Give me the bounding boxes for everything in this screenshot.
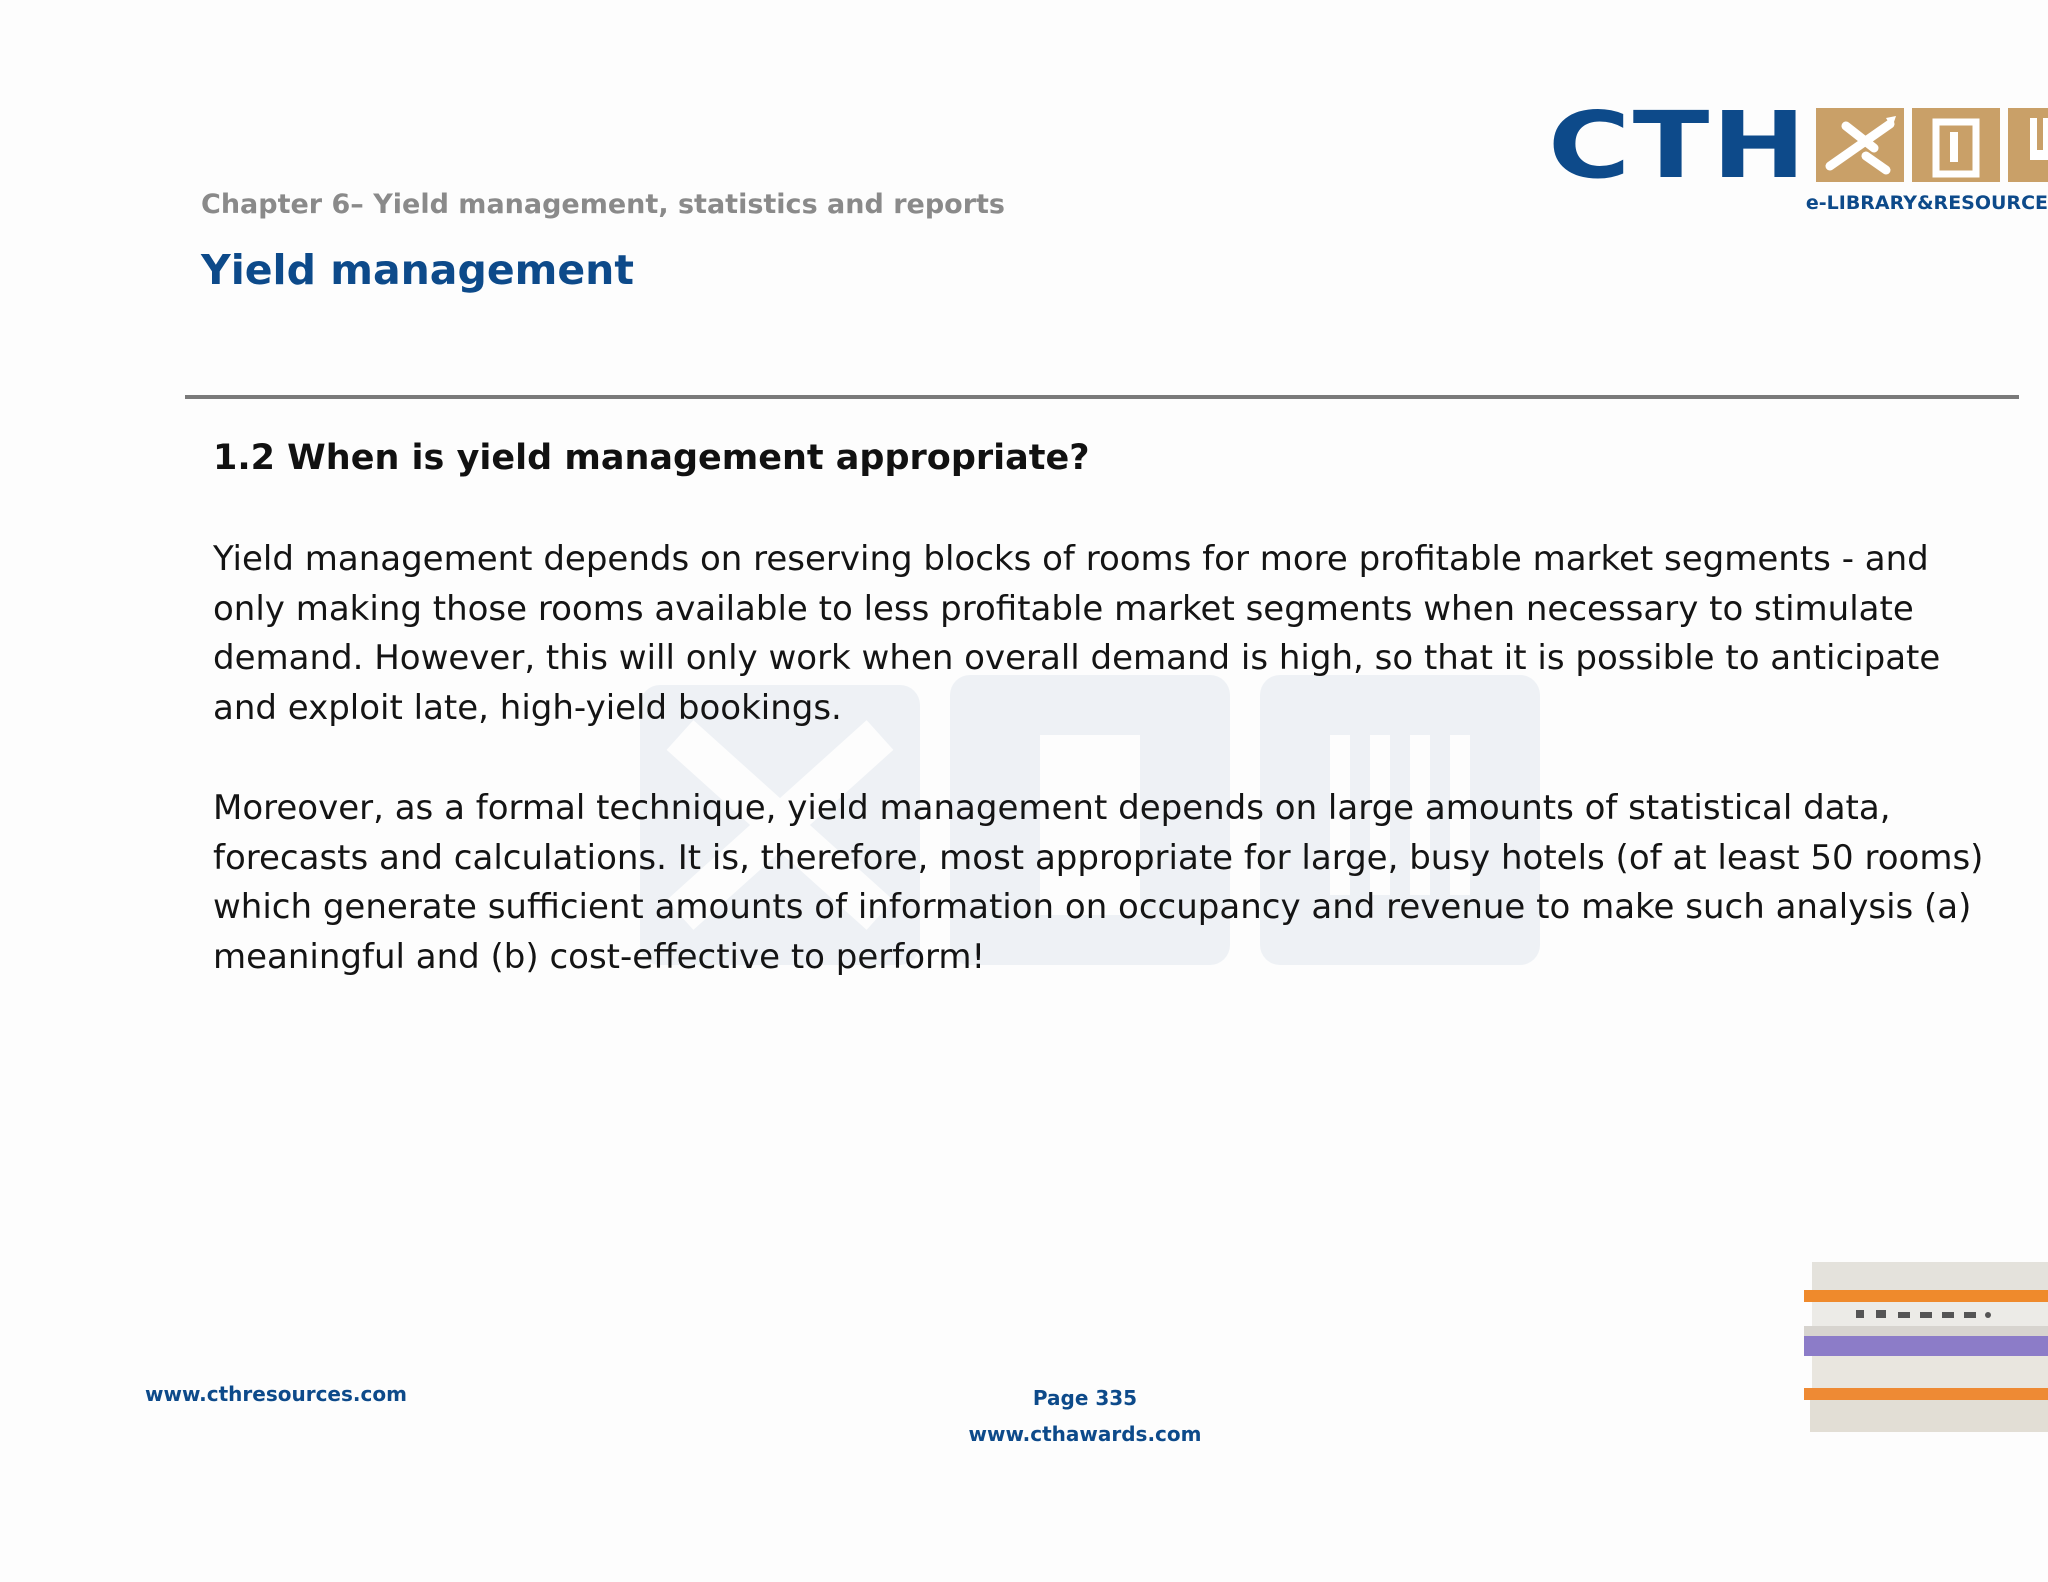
books-stack-image: [1800, 1262, 2048, 1432]
logo-letters: CTH: [1548, 92, 1809, 199]
footer-awards-link[interactable]: www.cthawards.com: [968, 1422, 1202, 1446]
airplane-icon: [1816, 108, 1904, 182]
paragraph-2: Moreover, as a formal technique, yield management depends on large amounts of statistical data, forecasts and calculations. It is, therefore, most appropriate for large, busy hotels (of at least 50 rooms) which generate sufficient amounts of information on occupancy and revenue to make such analysis (a) meaningful and (b) cost-effective to perform!: [213, 788, 1984, 977]
footer-resources-link[interactable]: www.cthresources.com: [145, 1382, 407, 1406]
header-divider: [185, 395, 2019, 399]
subheading: 1.2 When is yield management appropriate?: [213, 438, 1090, 478]
paragraph-1: Yield management depends on reserving blocks of rooms for more profitable market segments - and only making those rooms available to less profitable market segments when necessary to stimulate demand. However, this will only work when overall demand is high, so that it is possible to anticipate and exploit late, high-yield bookings.: [213, 539, 1941, 728]
logo-subtitle: e-LIBRARY&RESOURCE: [1805, 192, 2048, 214]
hotel-door-icon: [1912, 108, 2000, 182]
chapter-heading: Chapter 6– Yield management, statistics and reports: [201, 189, 1006, 220]
fork-icon: [2008, 108, 2048, 182]
section-title: Yield management: [201, 246, 634, 294]
cth-logo: [1548, 92, 2048, 225]
page-number: Page 335: [1032, 1386, 1138, 1410]
